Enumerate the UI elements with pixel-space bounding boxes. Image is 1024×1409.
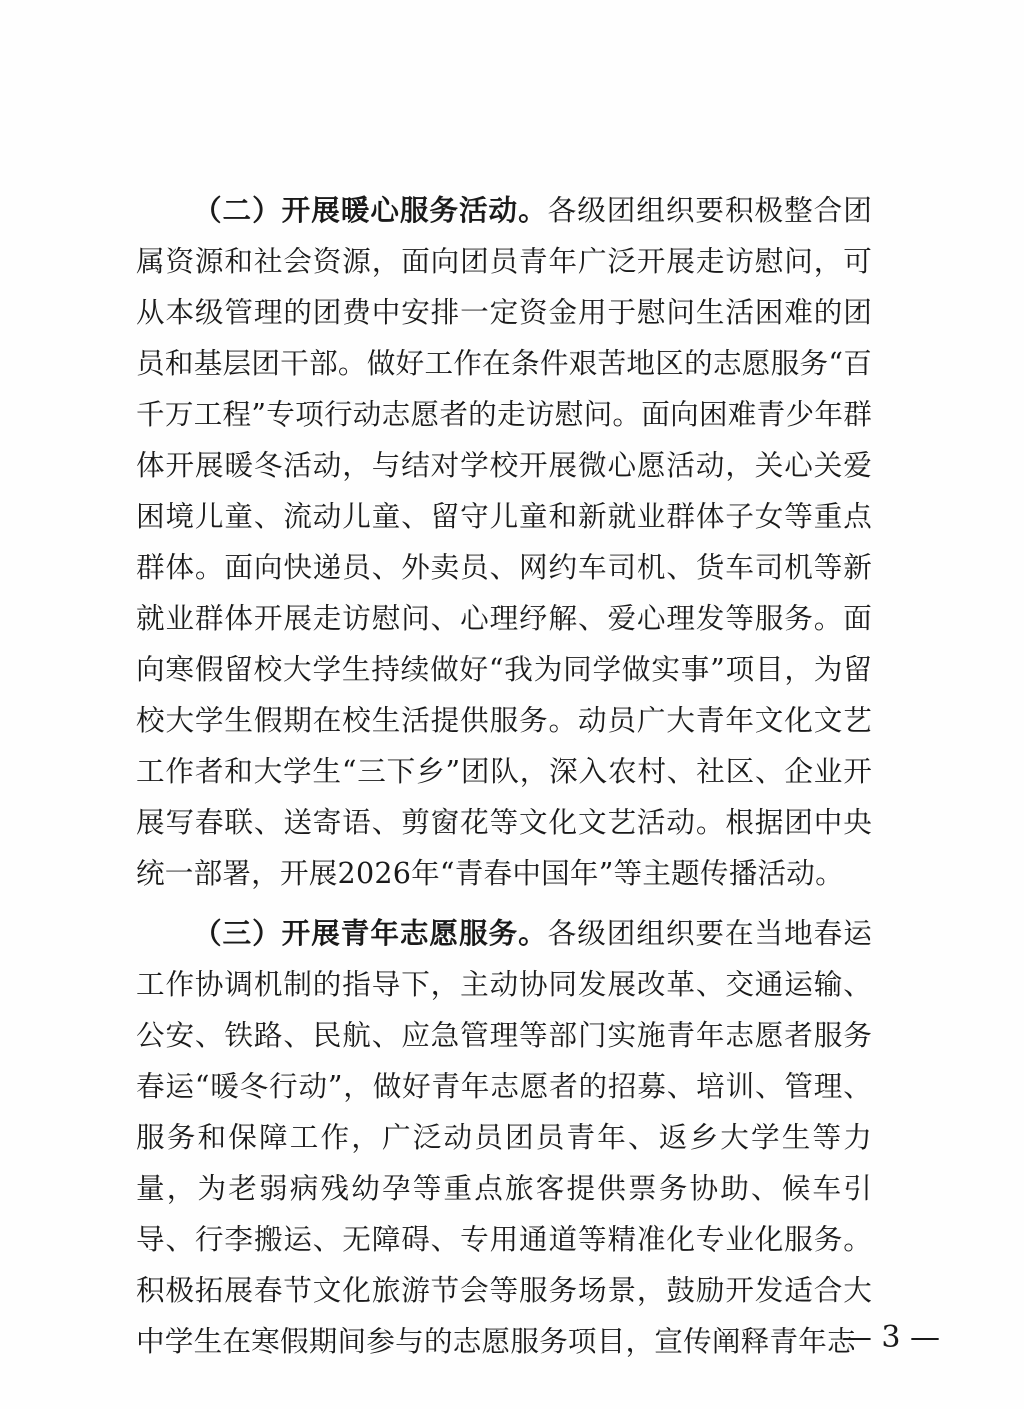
document-body	[136, 185, 872, 1367]
paragraph-warm-service	[136, 185, 872, 899]
paragraph-heading: （三）开展青年志愿服务。	[193, 916, 548, 950]
paragraph-text: 各级团组织要在当地春运工作协调机制的指导下，主动协同发展改革、交通运输、公安、铁路、民航、应急管理等部门实施青年志愿者服务春运“暖冬行动”，做好青年志愿者的招募、培训、管理、服务和保障工作，广泛动员团员青年、返乡大学生等力量，为老弱病残幼孕等重点旅客提供票务协助、候车引导、行李搬运、无障碍、专用通道等精准化专业化服务。积极拓展春节文化旅游节会等服务场景，鼓励开发适合大中学生在寒假期间参与的志愿服务项目，宣传阐释青年志	[136, 916, 872, 1358]
page-number: — 3 —	[841, 1320, 940, 1355]
paragraph-volunteer-service	[136, 908, 872, 1367]
paragraph-heading: （二）开展暖心服务活动。	[193, 193, 548, 227]
paragraph-text: 各级团组织要积极整合团属资源和社会资源，面向团员青年广泛开展走访慰问，可从本级管理的团费中安排一定资金用于慰问生活困难的团员和基层团干部。做好工作在条件艰苦地区的志愿服务“百千万工程”专项行动志愿者的走访慰问。面向困难青少年群体开展暖冬活动，与结对学校开展微心愿活动，关心关爱困境儿童、流动儿童、留守儿童和新就业群体子女等重点群体。面向快递员、外卖员、网约车司机、货车司机等新就业群体开展走访慰问、心理纾解、爱心理发等服务。面向寒假留校大学生持续做好“我为同学做实事”项目，为留校大学生假期在校生活提供服务。动员广大青年文化文艺工作者和大学生“三下乡”团队，深入农村、社区、企业开展写春联、送寄语、剪窗花等文化文艺活动。根据团中央统一部署，开展2026年“青春中国年”等主题传播活动。	[136, 193, 872, 890]
